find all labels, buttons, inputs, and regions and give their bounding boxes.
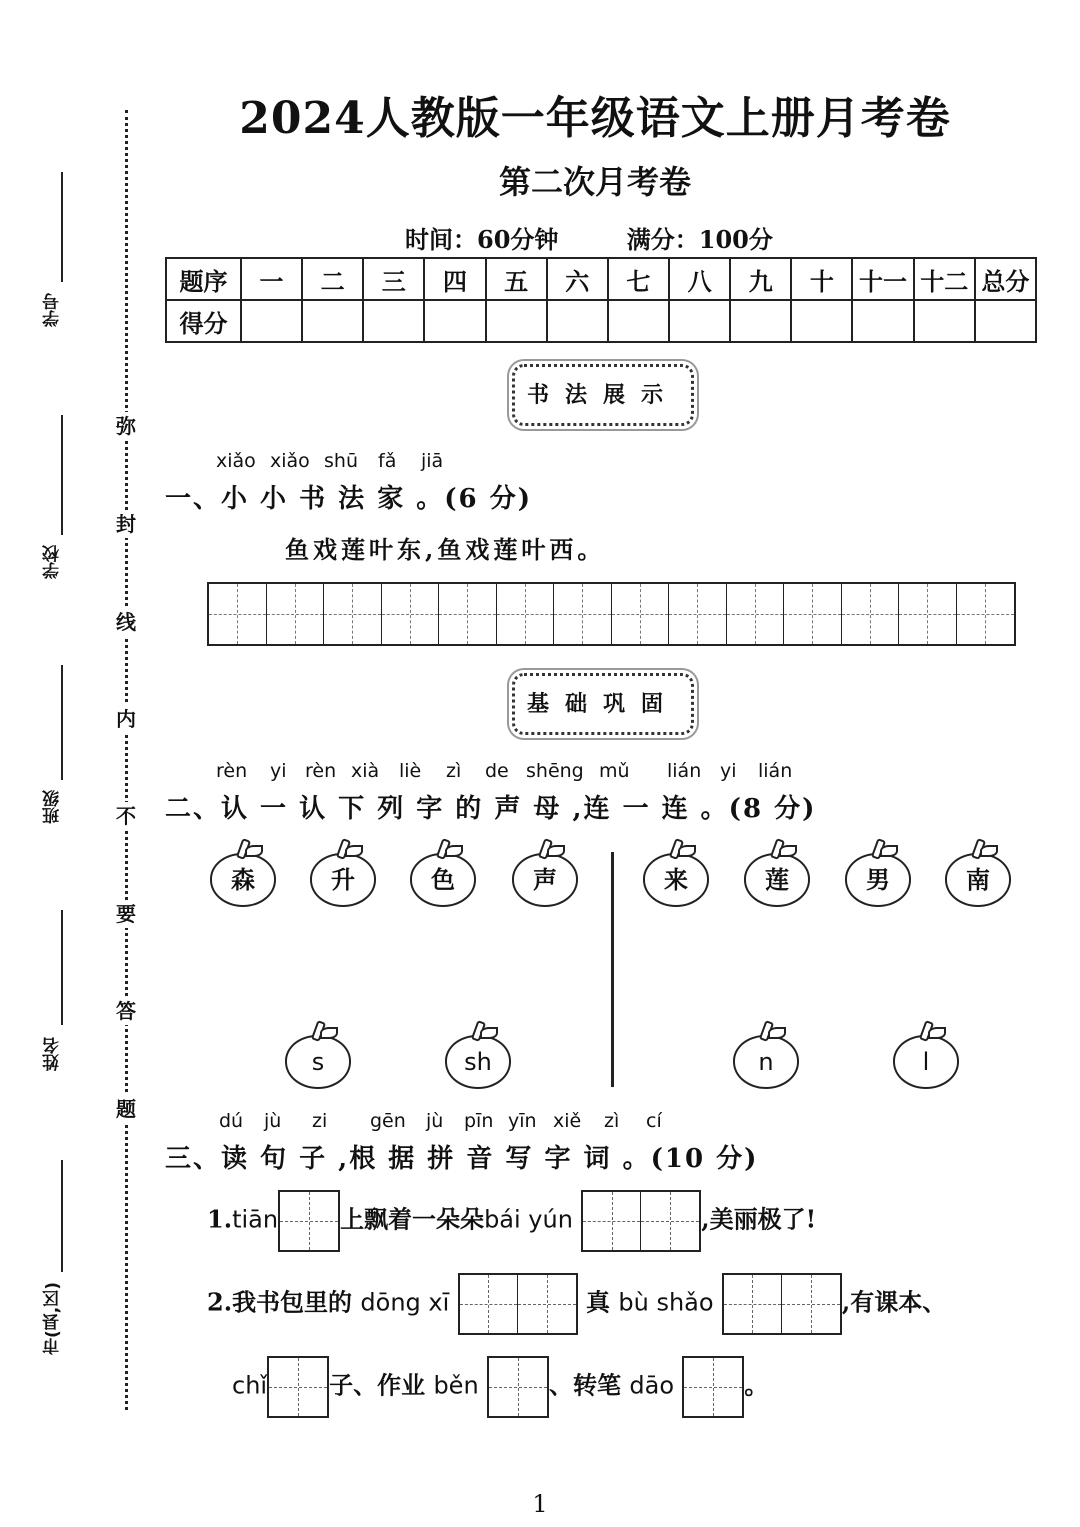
table-cell: 九	[730, 258, 791, 300]
pinyin-text: dōng xī	[360, 1288, 450, 1317]
name-field[interactable]	[40, 1037, 80, 1071]
table-cell: 四	[424, 258, 485, 300]
apple-char[interactable]	[945, 845, 1011, 907]
score-cell[interactable]	[730, 300, 791, 342]
answer-box[interactable]	[722, 1273, 842, 1335]
pinyin-label: shū	[324, 450, 358, 472]
apple-char[interactable]	[210, 845, 276, 907]
seal-word: 线	[112, 608, 140, 636]
pinyin-label: de	[485, 760, 509, 782]
writing-grid[interactable]	[207, 582, 1016, 646]
pinyin-label: yi	[720, 760, 737, 782]
pinyin-label: xiě	[553, 1110, 582, 1132]
name-line	[61, 910, 63, 1025]
seal-word: 内	[112, 705, 140, 733]
student-id-label: 学号	[43, 293, 63, 327]
pinyin-text: dāo	[629, 1371, 674, 1400]
score-cell[interactable]	[608, 300, 669, 342]
pinyin-label: jiā	[421, 450, 444, 472]
pinyin-label: liè	[399, 760, 422, 782]
writing-cell[interactable]	[784, 584, 842, 644]
section-badge-basics: 基础巩固	[512, 673, 694, 735]
score-cell[interactable]	[424, 300, 485, 342]
sentence-text: ,有课本、	[841, 1287, 947, 1317]
question-1-title: 一、小 小 书 法 家 。(6 分)	[165, 484, 533, 514]
class-field[interactable]	[40, 790, 80, 824]
pinyin-label: lián	[758, 760, 793, 782]
sentence-text: 我书包里的	[232, 1287, 353, 1317]
score-cell[interactable]	[302, 300, 363, 342]
pinyin-label: gēn	[370, 1110, 406, 1132]
pinyin-label: fǎ	[378, 450, 397, 472]
score-table-score-row	[166, 300, 1036, 342]
district-field[interactable]	[40, 1282, 80, 1355]
pinyin-label: shēng	[526, 760, 584, 782]
class-label: 班级	[43, 790, 63, 824]
apple-char[interactable]	[512, 845, 578, 907]
initial-label: sh	[445, 1035, 511, 1089]
exam-meta	[405, 220, 833, 255]
time-text: 时间：60分钟	[405, 225, 559, 254]
char-label: 声	[512, 853, 578, 907]
answer-box[interactable]	[487, 1356, 549, 1418]
table-cell: 五	[486, 258, 547, 300]
answer-box[interactable]	[267, 1356, 329, 1418]
pinyin-label: jù	[264, 1110, 282, 1132]
pinyin-label: yi	[270, 760, 287, 782]
writing-cell[interactable]	[439, 584, 497, 644]
table-cell: 十二	[914, 258, 975, 300]
sentence-2	[207, 1273, 946, 1335]
section-badge-calligraphy: 书法展示	[512, 364, 694, 426]
apple-char[interactable]	[744, 845, 810, 907]
seal-word: 弥	[112, 412, 140, 440]
column-divider	[611, 852, 614, 1087]
writing-cell[interactable]	[957, 584, 1015, 644]
answer-box[interactable]	[458, 1273, 578, 1335]
district-line	[61, 1160, 63, 1272]
page-subtitle: 第二次月考卷	[498, 163, 691, 201]
table-cell: 七	[608, 258, 669, 300]
pinyin-label: lián	[667, 760, 702, 782]
seal-word: 答	[112, 997, 140, 1025]
school-line	[61, 415, 63, 535]
seal-word: 不	[112, 802, 140, 830]
name-label: 姓名	[43, 1037, 63, 1071]
district-label: 市(县,区)	[43, 1282, 63, 1355]
pinyin-label: zì	[604, 1110, 620, 1132]
char-label: 莲	[744, 853, 810, 907]
pinyin-label: jù	[426, 1110, 444, 1132]
apple-initial[interactable]	[445, 1027, 511, 1089]
answer-box[interactable]	[278, 1190, 340, 1252]
table-cell: 十	[791, 258, 852, 300]
sentence-text: 真	[586, 1287, 611, 1317]
score-cell[interactable]	[852, 300, 913, 342]
sentence-text: 、转笔	[549, 1370, 622, 1400]
table-cell: 三	[363, 258, 424, 300]
pinyin-label: mǔ	[599, 760, 630, 782]
item-number: 1.	[207, 1204, 233, 1234]
char-label: 森	[210, 853, 276, 907]
sentence-text: 上飘着一朵朵	[340, 1204, 485, 1234]
question-1-text: 鱼戏莲叶东,鱼戏莲叶西。	[285, 535, 606, 564]
pinyin-label: xiǎo	[216, 450, 256, 472]
apple-char[interactable]	[410, 845, 476, 907]
score-table-header-row	[166, 258, 1036, 300]
pinyin-label: zi	[312, 1110, 328, 1132]
pinyin-label: xià	[351, 760, 380, 782]
pinyin-label: dú	[219, 1110, 244, 1132]
pinyin-label: pīn	[464, 1110, 494, 1132]
score-table	[165, 257, 1037, 343]
item-number: 2.	[207, 1287, 233, 1317]
char-label: 男	[845, 853, 911, 907]
page-number: 1	[532, 1490, 548, 1518]
school-field[interactable]	[40, 545, 80, 579]
sentence-text: ,美丽极了!	[701, 1204, 817, 1234]
question-2-title: 二、认 一 认 下 列 字 的 声 母 ,连 一 连 。(8 分)	[165, 794, 817, 824]
writing-cell[interactable]	[267, 584, 325, 644]
char-label: 升	[310, 853, 376, 907]
question-3-title: 三、读 句 子 ,根 据 拼 音 写 字 词 。(10 分)	[165, 1144, 759, 1174]
seal-line	[125, 110, 128, 1410]
char-label: 南	[945, 853, 1011, 907]
initial-label: s	[285, 1035, 351, 1089]
sentence-text: 子、作业	[329, 1370, 426, 1400]
writing-cell[interactable]	[727, 584, 785, 644]
pinyin-label: zì	[446, 760, 462, 782]
pinyin-label: xiǎo	[270, 450, 310, 472]
table-cell: 六	[547, 258, 608, 300]
answer-box[interactable]	[581, 1190, 701, 1252]
sentence-1	[207, 1190, 816, 1252]
pinyin-text: bái yún	[484, 1205, 573, 1234]
apple-char[interactable]	[643, 845, 709, 907]
pinyin-text: bù shǎo	[618, 1288, 714, 1317]
table-cell: 一	[241, 258, 302, 300]
writing-cell[interactable]	[554, 584, 612, 644]
writing-cell[interactable]	[497, 584, 555, 644]
char-label: 色	[410, 853, 476, 907]
seal-word: 封	[112, 510, 140, 538]
initial-label: l	[893, 1035, 959, 1089]
char-label: 来	[643, 853, 709, 907]
seal-word: 要	[112, 900, 140, 928]
student-id-field[interactable]	[40, 293, 80, 327]
pinyin-label: yīn	[508, 1110, 537, 1132]
score-cell[interactable]	[547, 300, 608, 342]
pinyin-text: běn	[433, 1371, 479, 1400]
page-title: 2024人教版一年级语文上册月考卷	[239, 93, 951, 144]
sentence-3	[232, 1356, 768, 1418]
table-cell: 题序	[166, 258, 241, 300]
full-score-text: 满分：100分	[626, 225, 773, 254]
pinyin-label: cí	[646, 1110, 662, 1132]
apple-initial[interactable]	[893, 1027, 959, 1089]
score-cell[interactable]	[791, 300, 852, 342]
score-cell[interactable]	[975, 300, 1036, 342]
apple-initial[interactable]	[285, 1027, 351, 1089]
score-cell[interactable]	[914, 300, 975, 342]
apple-char[interactable]	[845, 845, 911, 907]
pinyin-text: chǐ	[232, 1371, 268, 1400]
answer-box[interactable]	[682, 1356, 744, 1418]
seal-word: 题	[112, 1095, 140, 1123]
writing-cell[interactable]	[899, 584, 957, 644]
writing-cell[interactable]	[324, 584, 382, 644]
pinyin-text: tiān	[232, 1205, 279, 1234]
writing-cell[interactable]	[612, 584, 670, 644]
writing-cell[interactable]	[209, 584, 267, 644]
apple-initial[interactable]	[733, 1027, 799, 1089]
table-cell: 二	[302, 258, 363, 300]
score-cell[interactable]	[363, 300, 424, 342]
score-cell[interactable]	[486, 300, 547, 342]
score-cell[interactable]	[669, 300, 730, 342]
sentence-text: 。	[744, 1370, 769, 1400]
table-cell: 总分	[975, 258, 1036, 300]
table-cell: 得分	[166, 300, 241, 342]
writing-cell[interactable]	[842, 584, 900, 644]
writing-cell[interactable]	[669, 584, 727, 644]
table-cell: 十一	[852, 258, 913, 300]
score-cell[interactable]	[241, 300, 302, 342]
table-cell: 八	[669, 258, 730, 300]
writing-cell[interactable]	[382, 584, 440, 644]
pinyin-label: rèn	[216, 760, 248, 782]
school-label: 学校	[43, 545, 63, 579]
apple-char[interactable]	[310, 845, 376, 907]
initial-label: n	[733, 1035, 799, 1089]
class-line	[61, 665, 63, 780]
pinyin-label: rèn	[305, 760, 337, 782]
